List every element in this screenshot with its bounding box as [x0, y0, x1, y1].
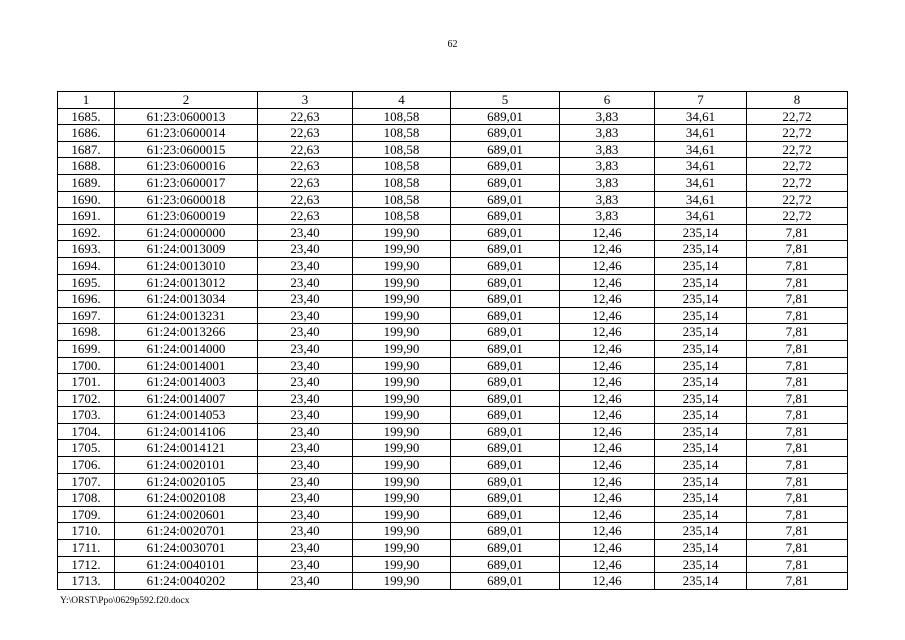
table-row	[58, 457, 848, 474]
table-cell: 7,81	[747, 257, 848, 274]
table-cell: 689,01	[451, 191, 560, 208]
table-cell: 689,01	[451, 473, 560, 490]
table-cell: 1700.	[58, 357, 115, 374]
table-cell: 12,46	[560, 457, 655, 474]
table-cell: 22,63	[258, 191, 353, 208]
table-cell: 7,81	[747, 423, 848, 440]
table-cell: 199,90	[353, 457, 451, 474]
table-cell: 61:23:0600019	[115, 208, 258, 225]
table-cell: 61:23:0600014	[115, 125, 258, 142]
table-cell: 689,01	[451, 224, 560, 241]
table-cell: 7,81	[747, 523, 848, 540]
table-cell: 108,58	[353, 158, 451, 175]
table-cell: 7,81	[747, 241, 848, 258]
table-row	[58, 224, 848, 241]
table-cell: 7,81	[747, 506, 848, 523]
table-cell: 61:24:0013012	[115, 274, 258, 291]
table-row	[58, 523, 848, 540]
table-cell: 108,58	[353, 208, 451, 225]
table-cell: 689,01	[451, 440, 560, 457]
table-cell: 689,01	[451, 506, 560, 523]
table-cell: 689,01	[451, 340, 560, 357]
column-header: 8	[747, 92, 848, 109]
table-cell: 235,14	[655, 274, 747, 291]
table-cell: 689,01	[451, 540, 560, 557]
column-header: 3	[258, 92, 353, 109]
table-cell: 1704.	[58, 423, 115, 440]
table-cell: 689,01	[451, 125, 560, 142]
table-cell: 235,14	[655, 423, 747, 440]
table-cell: 34,61	[655, 125, 747, 142]
table-row	[58, 274, 848, 291]
table-cell: 235,14	[655, 506, 747, 523]
table-cell: 689,01	[451, 357, 560, 374]
table-cell: 1693.	[58, 241, 115, 258]
table-row	[58, 141, 848, 158]
table-cell: 199,90	[353, 307, 451, 324]
table-cell: 689,01	[451, 274, 560, 291]
table-cell: 61:24:0020701	[115, 523, 258, 540]
table-cell: 12,46	[560, 523, 655, 540]
table-cell: 689,01	[451, 158, 560, 175]
table-cell: 34,61	[655, 158, 747, 175]
table-cell: 199,90	[353, 523, 451, 540]
table-cell: 1694.	[58, 257, 115, 274]
table-cell: 108,58	[353, 141, 451, 158]
table-cell: 61:24:0000000	[115, 224, 258, 241]
table-cell: 34,61	[655, 108, 747, 125]
table-cell: 235,14	[655, 241, 747, 258]
table-cell: 3,83	[560, 174, 655, 191]
table-cell: 23,40	[258, 523, 353, 540]
table-row	[58, 174, 848, 191]
table-cell: 199,90	[353, 257, 451, 274]
table-cell: 12,46	[560, 274, 655, 291]
table-cell: 235,14	[655, 490, 747, 507]
table-cell: 1695.	[58, 274, 115, 291]
table-cell: 235,14	[655, 224, 747, 241]
table-cell: 1697.	[58, 307, 115, 324]
table-cell: 1711.	[58, 540, 115, 557]
table-cell: 199,90	[353, 274, 451, 291]
table-cell: 22,63	[258, 125, 353, 142]
table-cell: 7,81	[747, 324, 848, 341]
table-cell: 689,01	[451, 324, 560, 341]
table-cell: 23,40	[258, 257, 353, 274]
table-cell: 7,81	[747, 473, 848, 490]
table-cell: 61:23:0600015	[115, 141, 258, 158]
table-cell: 61:24:0040202	[115, 573, 258, 590]
table-cell: 689,01	[451, 307, 560, 324]
table-cell: 23,40	[258, 457, 353, 474]
table-cell: 23,40	[258, 241, 353, 258]
table-cell: 61:24:0014121	[115, 440, 258, 457]
table-cell: 3,83	[560, 191, 655, 208]
table-cell: 689,01	[451, 257, 560, 274]
table-cell: 23,40	[258, 340, 353, 357]
table-cell: 23,40	[258, 556, 353, 573]
table-cell: 61:24:0020108	[115, 490, 258, 507]
table-cell: 1696.	[58, 291, 115, 308]
table-cell: 12,46	[560, 224, 655, 241]
footer-file-path: Y:\ORST\Ppo\0629p592.f20.docx	[60, 596, 190, 606]
table-cell: 689,01	[451, 556, 560, 573]
page-number: 62	[447, 39, 458, 50]
table-row	[58, 473, 848, 490]
table-cell: 689,01	[451, 241, 560, 258]
table-row	[58, 307, 848, 324]
table-cell: 12,46	[560, 241, 655, 258]
table-cell: 61:24:0013010	[115, 257, 258, 274]
table-cell: 12,46	[560, 324, 655, 341]
table-row	[58, 490, 848, 507]
table-cell: 3,83	[560, 158, 655, 175]
table-row	[58, 357, 848, 374]
table-cell: 1690.	[58, 191, 115, 208]
table-cell: 12,46	[560, 423, 655, 440]
table-cell: 61:24:0030701	[115, 540, 258, 557]
table-cell: 7,81	[747, 457, 848, 474]
table-cell: 235,14	[655, 257, 747, 274]
table-cell: 199,90	[353, 573, 451, 590]
table-cell: 61:24:0020101	[115, 457, 258, 474]
table-cell: 235,14	[655, 374, 747, 391]
table-cell: 199,90	[353, 357, 451, 374]
table-cell: 199,90	[353, 407, 451, 424]
table-cell: 23,40	[258, 440, 353, 457]
table-cell: 7,81	[747, 307, 848, 324]
table-row	[58, 108, 848, 125]
table-cell: 23,40	[258, 573, 353, 590]
table-cell: 689,01	[451, 390, 560, 407]
table-cell: 7,81	[747, 340, 848, 357]
table-cell: 1709.	[58, 506, 115, 523]
table-cell: 61:24:0014003	[115, 374, 258, 391]
table-cell: 34,61	[655, 174, 747, 191]
table-cell: 1686.	[58, 125, 115, 142]
table-cell: 1701.	[58, 374, 115, 391]
column-header: 5	[451, 92, 560, 109]
table-row	[58, 340, 848, 357]
table-row	[58, 191, 848, 208]
table-cell: 22,72	[747, 158, 848, 175]
table-cell: 12,46	[560, 374, 655, 391]
table-cell: 23,40	[258, 423, 353, 440]
table-row	[58, 440, 848, 457]
table-cell: 199,90	[353, 490, 451, 507]
table-cell: 12,46	[560, 490, 655, 507]
table-cell: 12,46	[560, 556, 655, 573]
table-cell: 12,46	[560, 390, 655, 407]
table-cell: 12,46	[560, 307, 655, 324]
column-header: 1	[58, 92, 115, 109]
table-cell: 199,90	[353, 473, 451, 490]
table-cell: 235,14	[655, 407, 747, 424]
table-cell: 199,90	[353, 423, 451, 440]
table-cell: 235,14	[655, 523, 747, 540]
table-cell: 12,46	[560, 473, 655, 490]
table-cell: 61:24:0014000	[115, 340, 258, 357]
table-cell: 689,01	[451, 291, 560, 308]
table-cell: 12,46	[560, 506, 655, 523]
table-cell: 1698.	[58, 324, 115, 341]
table-cell: 235,14	[655, 291, 747, 308]
table-cell: 12,46	[560, 291, 655, 308]
table-cell: 1706.	[58, 457, 115, 474]
table-cell: 108,58	[353, 174, 451, 191]
table-cell: 1687.	[58, 141, 115, 158]
table-cell: 108,58	[353, 108, 451, 125]
table-cell: 61:24:0013266	[115, 324, 258, 341]
table-cell: 199,90	[353, 440, 451, 457]
table-cell: 7,81	[747, 224, 848, 241]
table-cell: 199,90	[353, 506, 451, 523]
table-row	[58, 324, 848, 341]
table-cell: 23,40	[258, 224, 353, 241]
table-cell: 235,14	[655, 340, 747, 357]
table-cell: 199,90	[353, 540, 451, 557]
column-header: 4	[353, 92, 451, 109]
column-header: 2	[115, 92, 258, 109]
table-cell: 235,14	[655, 573, 747, 590]
table-cell: 235,14	[655, 324, 747, 341]
table-cell: 12,46	[560, 357, 655, 374]
table-cell: 61:24:0013034	[115, 291, 258, 308]
table-cell: 1705.	[58, 440, 115, 457]
table-cell: 61:24:0014007	[115, 390, 258, 407]
table-row	[58, 291, 848, 308]
table-cell: 235,14	[655, 540, 747, 557]
table-cell: 235,14	[655, 473, 747, 490]
table-cell: 199,90	[353, 390, 451, 407]
table-cell: 61:24:0014001	[115, 357, 258, 374]
table-cell: 22,72	[747, 125, 848, 142]
table-cell: 199,90	[353, 291, 451, 308]
table-cell: 1691.	[58, 208, 115, 225]
table-cell: 23,40	[258, 407, 353, 424]
table-cell: 7,81	[747, 440, 848, 457]
column-header: 6	[560, 92, 655, 109]
table-header-row	[58, 92, 848, 109]
table-cell: 12,46	[560, 340, 655, 357]
table-cell: 12,46	[560, 257, 655, 274]
table-cell: 23,40	[258, 291, 353, 308]
table-cell: 1685.	[58, 108, 115, 125]
table-cell: 1692.	[58, 224, 115, 241]
table-cell: 689,01	[451, 141, 560, 158]
table-cell: 689,01	[451, 490, 560, 507]
table-row	[58, 540, 848, 557]
table-cell: 61:23:0600013	[115, 108, 258, 125]
column-header: 7	[655, 92, 747, 109]
table-cell: 3,83	[560, 125, 655, 142]
table-cell: 23,40	[258, 473, 353, 490]
data-table	[57, 91, 848, 590]
table-cell: 61:24:0014106	[115, 423, 258, 440]
table-cell: 61:24:0013009	[115, 241, 258, 258]
table-cell: 1707.	[58, 473, 115, 490]
table-row	[58, 241, 848, 258]
table-cell: 3,83	[560, 108, 655, 125]
table-cell: 235,14	[655, 457, 747, 474]
table-cell: 34,61	[655, 191, 747, 208]
table-cell: 1712.	[58, 556, 115, 573]
table-cell: 235,14	[655, 440, 747, 457]
table-cell: 689,01	[451, 457, 560, 474]
table-row	[58, 208, 848, 225]
table-cell: 689,01	[451, 108, 560, 125]
table-cell: 235,14	[655, 357, 747, 374]
table-cell: 1699.	[58, 340, 115, 357]
table-cell: 22,72	[747, 174, 848, 191]
table-cell: 1708.	[58, 490, 115, 507]
table-cell: 3,83	[560, 208, 655, 225]
table-cell: 7,81	[747, 357, 848, 374]
table-cell: 7,81	[747, 407, 848, 424]
table-cell: 34,61	[655, 208, 747, 225]
table-cell: 23,40	[258, 506, 353, 523]
table-row	[58, 573, 848, 590]
table-cell: 61:24:0013231	[115, 307, 258, 324]
table-cell: 61:24:0020105	[115, 473, 258, 490]
table-cell: 199,90	[353, 374, 451, 391]
table-cell: 1688.	[58, 158, 115, 175]
table-cell: 61:24:0014053	[115, 407, 258, 424]
table-cell: 199,90	[353, 324, 451, 341]
table-body	[58, 108, 848, 589]
table-cell: 22,63	[258, 174, 353, 191]
table-cell: 7,81	[747, 556, 848, 573]
table-cell: 23,40	[258, 357, 353, 374]
table-cell: 23,40	[258, 374, 353, 391]
table-cell: 199,90	[353, 556, 451, 573]
table-cell: 61:24:0020601	[115, 506, 258, 523]
table-cell: 23,40	[258, 307, 353, 324]
table-cell: 7,81	[747, 374, 848, 391]
table-cell: 1702.	[58, 390, 115, 407]
table-row	[58, 390, 848, 407]
table-row	[58, 506, 848, 523]
table-cell: 199,90	[353, 241, 451, 258]
table-cell: 22,72	[747, 208, 848, 225]
table-cell: 12,46	[560, 573, 655, 590]
table-cell: 22,72	[747, 108, 848, 125]
table-cell: 689,01	[451, 423, 560, 440]
table-cell: 23,40	[258, 490, 353, 507]
table-row	[58, 423, 848, 440]
table-cell: 12,46	[560, 440, 655, 457]
table-cell: 7,81	[747, 573, 848, 590]
table-row	[58, 407, 848, 424]
table-row	[58, 374, 848, 391]
table-cell: 1713.	[58, 573, 115, 590]
table-cell: 12,46	[560, 540, 655, 557]
table-cell: 61:24:0040101	[115, 556, 258, 573]
table-cell: 1689.	[58, 174, 115, 191]
table-cell: 235,14	[655, 556, 747, 573]
table-cell: 108,58	[353, 191, 451, 208]
table-cell: 22,72	[747, 141, 848, 158]
table-cell: 689,01	[451, 174, 560, 191]
table-cell: 689,01	[451, 523, 560, 540]
table-cell: 7,81	[747, 274, 848, 291]
table-cell: 34,61	[655, 141, 747, 158]
table-cell: 23,40	[258, 390, 353, 407]
table-cell: 235,14	[655, 307, 747, 324]
table-cell: 12,46	[560, 407, 655, 424]
table-cell: 7,81	[747, 390, 848, 407]
table-cell: 61:23:0600017	[115, 174, 258, 191]
table-cell: 108,58	[353, 125, 451, 142]
table-cell: 7,81	[747, 490, 848, 507]
table-cell: 199,90	[353, 340, 451, 357]
table-cell: 3,83	[560, 141, 655, 158]
table-row	[58, 158, 848, 175]
table-cell: 689,01	[451, 573, 560, 590]
table-row	[58, 257, 848, 274]
table-cell: 22,63	[258, 108, 353, 125]
table-cell: 22,63	[258, 141, 353, 158]
table-cell: 7,81	[747, 540, 848, 557]
table-cell: 1710.	[58, 523, 115, 540]
table-cell: 689,01	[451, 407, 560, 424]
table-cell: 22,72	[747, 191, 848, 208]
table-cell: 23,40	[258, 274, 353, 291]
table-row	[58, 125, 848, 142]
table-row	[58, 556, 848, 573]
table-cell: 22,63	[258, 158, 353, 175]
table-cell: 1703.	[58, 407, 115, 424]
table-cell: 61:23:0600016	[115, 158, 258, 175]
table-cell: 23,40	[258, 540, 353, 557]
table-cell: 689,01	[451, 208, 560, 225]
table-cell: 23,40	[258, 324, 353, 341]
table-cell: 235,14	[655, 390, 747, 407]
table-cell: 22,63	[258, 208, 353, 225]
table-cell: 61:23:0600018	[115, 191, 258, 208]
table-cell: 689,01	[451, 374, 560, 391]
table-cell: 199,90	[353, 224, 451, 241]
table-cell: 7,81	[747, 291, 848, 308]
